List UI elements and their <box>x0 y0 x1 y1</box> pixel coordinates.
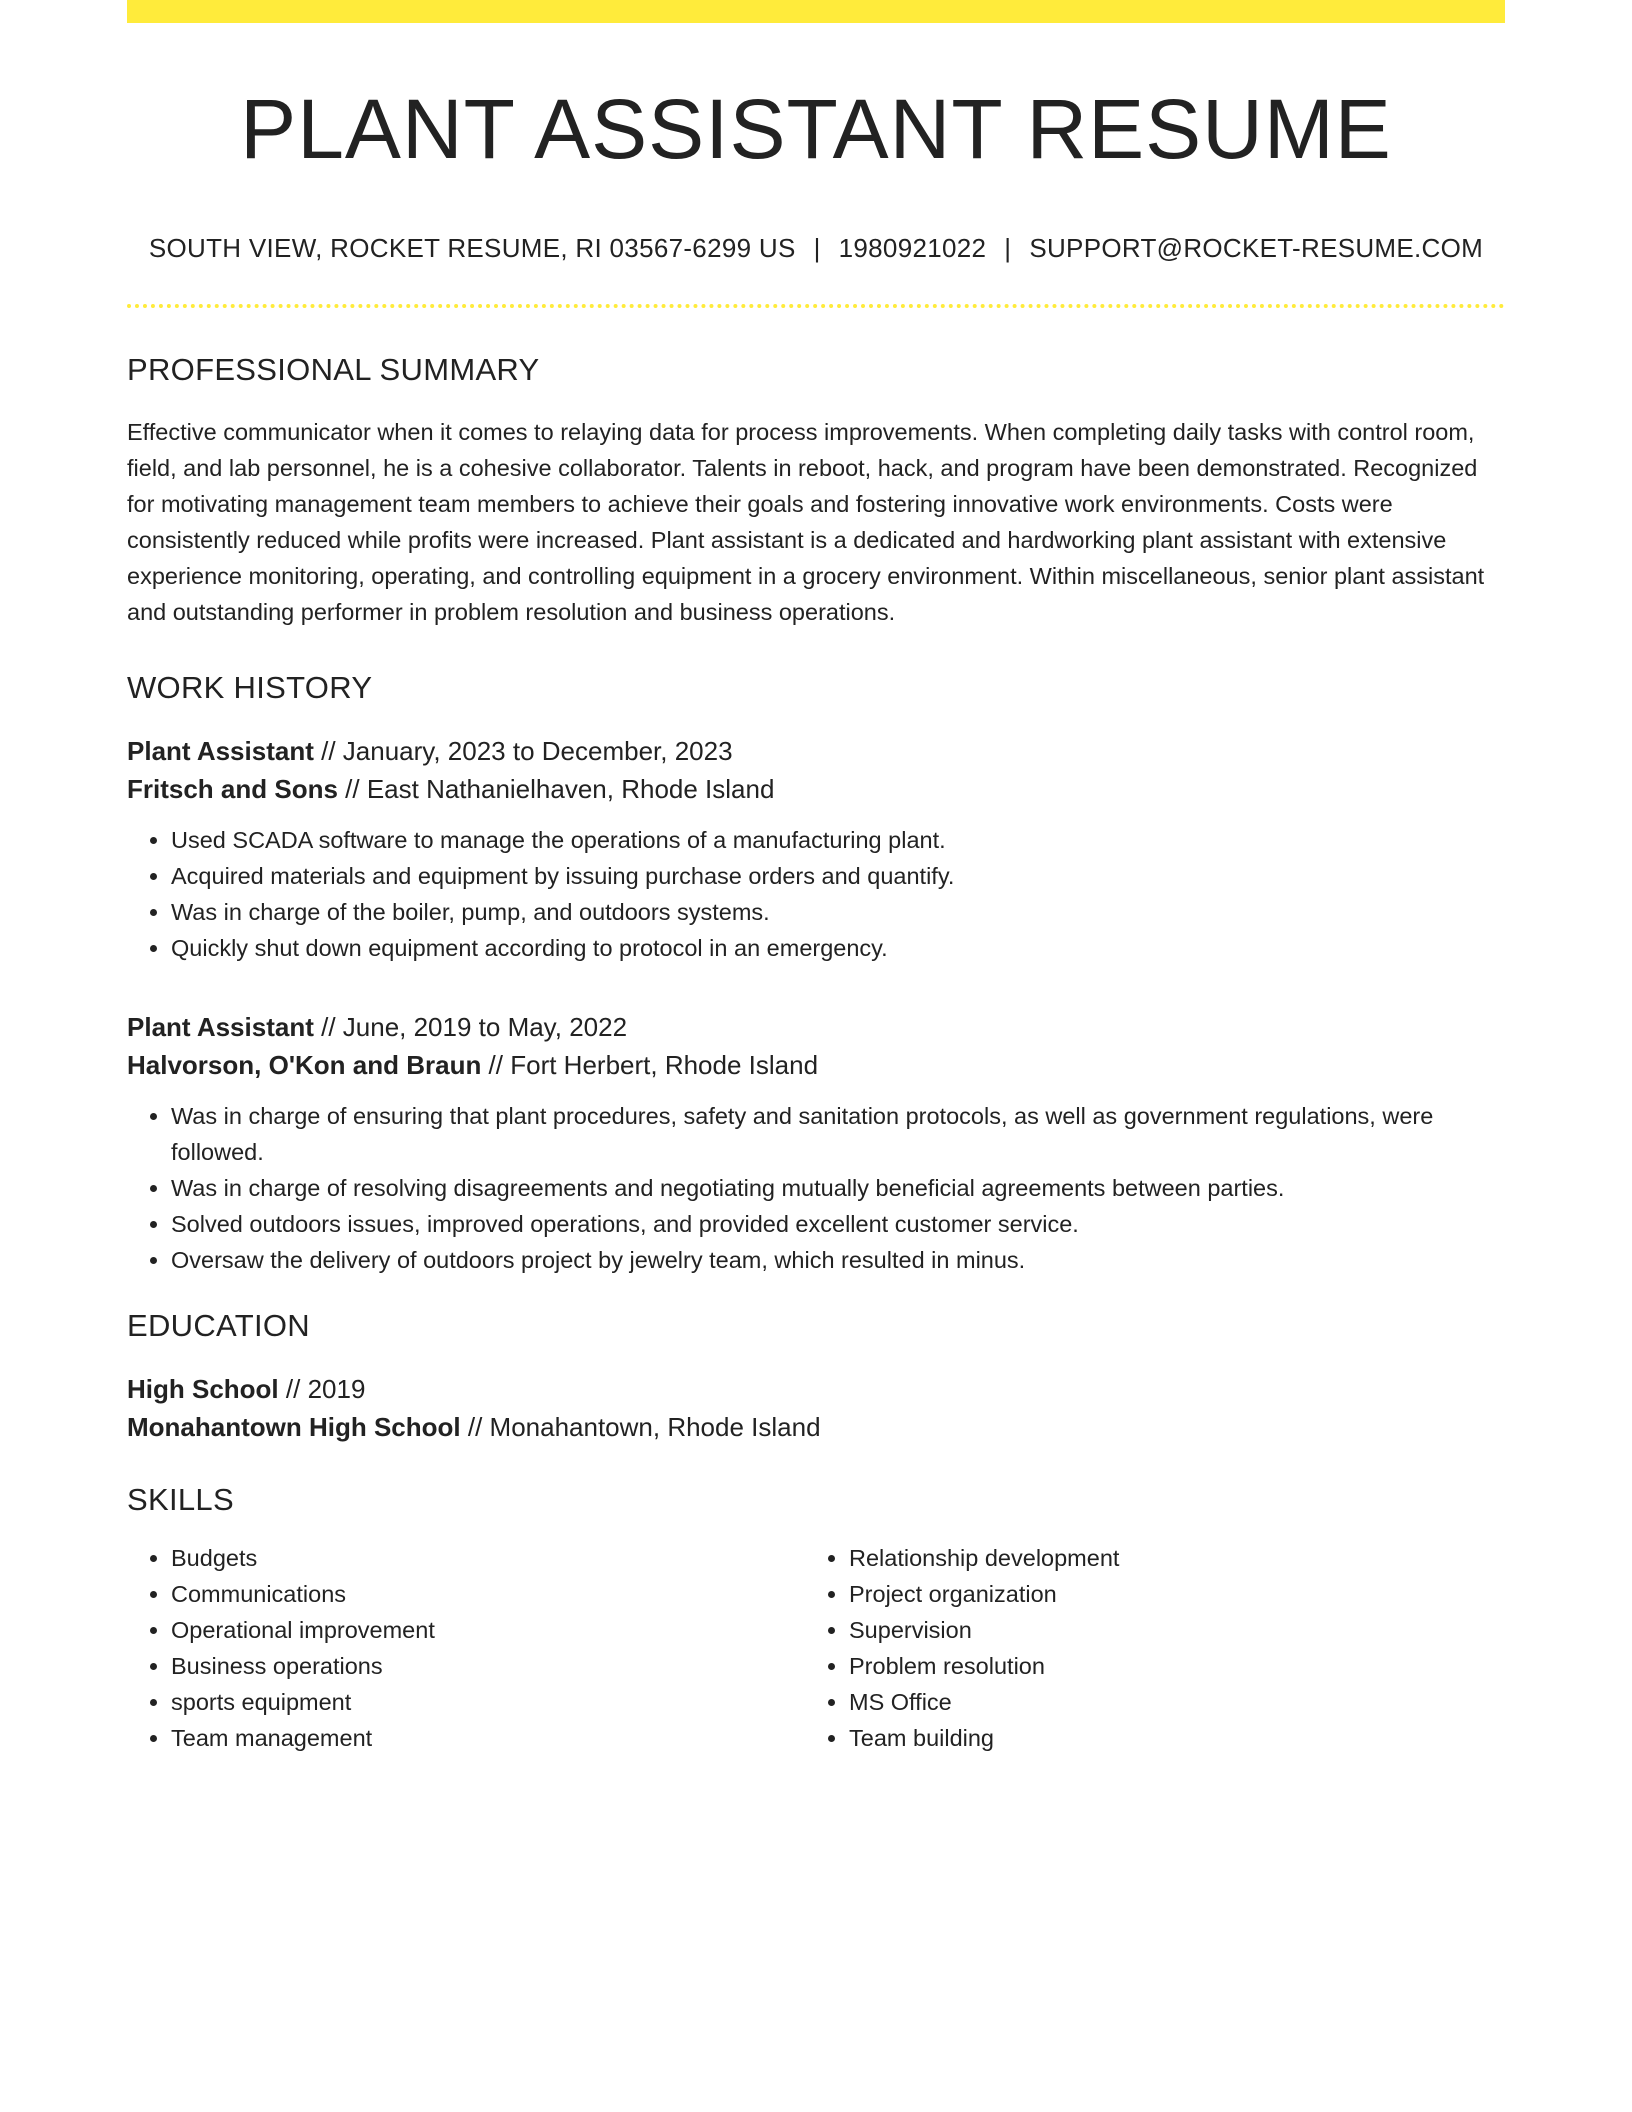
job-company-line <box>127 1046 1505 1084</box>
contact-address: SOUTH VIEW, ROCKET RESUME, RI 03567-6299 US <box>148 233 796 264</box>
job-bullet: • Was in charge of ensuring that plant procedures, safety and sanitation protocols, as well as government regulations, were followed. <box>171 1098 1505 1170</box>
skills-heading: SKILLS <box>127 1482 234 1518</box>
job-title-line <box>127 1008 1505 1046</box>
skills-column-left <box>127 1540 805 1756</box>
job-title: Plant Assistant <box>127 1012 314 1043</box>
dotted-divider <box>127 304 1505 308</box>
education-year: // 2019 <box>278 1374 366 1405</box>
job-bullets <box>127 822 1505 966</box>
job-entry <box>127 732 1505 966</box>
work-history-heading: WORK HISTORY <box>127 670 373 706</box>
skill-item: • Budgets <box>171 1540 805 1576</box>
job-company: Halvorson, O'Kon and Braun <box>127 1050 482 1081</box>
skill-item: • MS Office <box>849 1684 1483 1720</box>
job-bullet: • Was in charge of resolving disagreements and negotiating mutually beneficial agreements between parties. <box>171 1170 1505 1206</box>
job-bullet: • Was in charge of the boiler, pump, and outdoors systems. <box>171 894 1505 930</box>
skill-item: • Team management <box>171 1720 805 1756</box>
skill-item: • Relationship development <box>849 1540 1483 1576</box>
job-title: Plant Assistant <box>127 736 314 767</box>
accent-bar <box>127 0 1505 23</box>
job-entry <box>127 1008 1505 1278</box>
education-degree: High School <box>127 1374 279 1405</box>
education-degree-line <box>127 1370 1505 1408</box>
job-location: // Fort Herbert, Rhode Island <box>481 1050 819 1081</box>
skill-item: • Communications <box>171 1576 805 1612</box>
contact-email: SUPPORT@ROCKET-RESUME.COM <box>1029 233 1484 264</box>
job-bullet: • Quickly shut down equipment according to protocol in an emergency. <box>171 930 1505 966</box>
resume-page <box>127 0 1505 1756</box>
contact-separator: | <box>1004 233 1012 264</box>
job-company: Fritsch and Sons <box>127 774 338 805</box>
skill-item: • Business operations <box>171 1648 805 1684</box>
job-bullets <box>127 1098 1505 1278</box>
education-location: // Monahantown, Rhode Island <box>460 1412 821 1443</box>
resume-title: PLANT ASSISTANT RESUME <box>240 82 1392 176</box>
job-company-line <box>127 770 1505 808</box>
education-entry <box>127 1370 1505 1446</box>
education-heading: EDUCATION <box>127 1308 310 1344</box>
job-bullet: • Acquired materials and equipment by issuing purchase orders and quantify. <box>171 858 1505 894</box>
job-title-line <box>127 732 1505 770</box>
contact-separator: | <box>813 233 821 264</box>
skill-item: • Supervision <box>849 1612 1483 1648</box>
skill-item: • sports equipment <box>171 1684 805 1720</box>
job-bullet: • Oversaw the delivery of outdoors project by jewelry team, which resulted in minus. <box>171 1242 1505 1278</box>
job-dates: // January, 2023 to December, 2023 <box>313 736 733 767</box>
skill-item: • Team building <box>849 1720 1483 1756</box>
skill-item: • Problem resolution <box>849 1648 1483 1684</box>
skills-column-right <box>805 1540 1483 1756</box>
skills-grid <box>127 1540 1505 1756</box>
summary-heading: PROFESSIONAL SUMMARY <box>127 352 540 388</box>
job-bullet: • Used SCADA software to manage the operations of a manufacturing plant. <box>171 822 1505 858</box>
contact-line <box>127 233 1505 264</box>
skill-item: • Project organization <box>849 1576 1483 1612</box>
education-school: Monahantown High School <box>127 1412 461 1443</box>
job-location: // East Nathanielhaven, Rhode Island <box>337 774 775 805</box>
education-school-line <box>127 1408 1505 1446</box>
summary-text: Effective communicator when it comes to relaying data for process improvements. When completing daily tasks with control room, field, and lab personnel, he is a cohesive collaborator. Talents in reboot, hack, and program have been demonstrated. Recognized for motivating management team members to achieve their goals and fostering innovative work environments. Costs were consistently reduced while profits were increased. Plant assistant is a dedicated and hardworking plant assistant with extensive experience monitoring, operating, and controlling equipment in a grocery environment. Within miscellaneous, senior plant assistant and outstanding performer in problem resolution and business operations. <box>127 419 1485 626</box>
contact-phone: 1980921022 <box>838 233 987 264</box>
skill-item: • Operational improvement <box>171 1612 805 1648</box>
job-bullet: • Solved outdoors issues, improved operations, and provided excellent customer service. <box>171 1206 1505 1242</box>
job-dates: // June, 2019 to May, 2022 <box>313 1012 628 1043</box>
